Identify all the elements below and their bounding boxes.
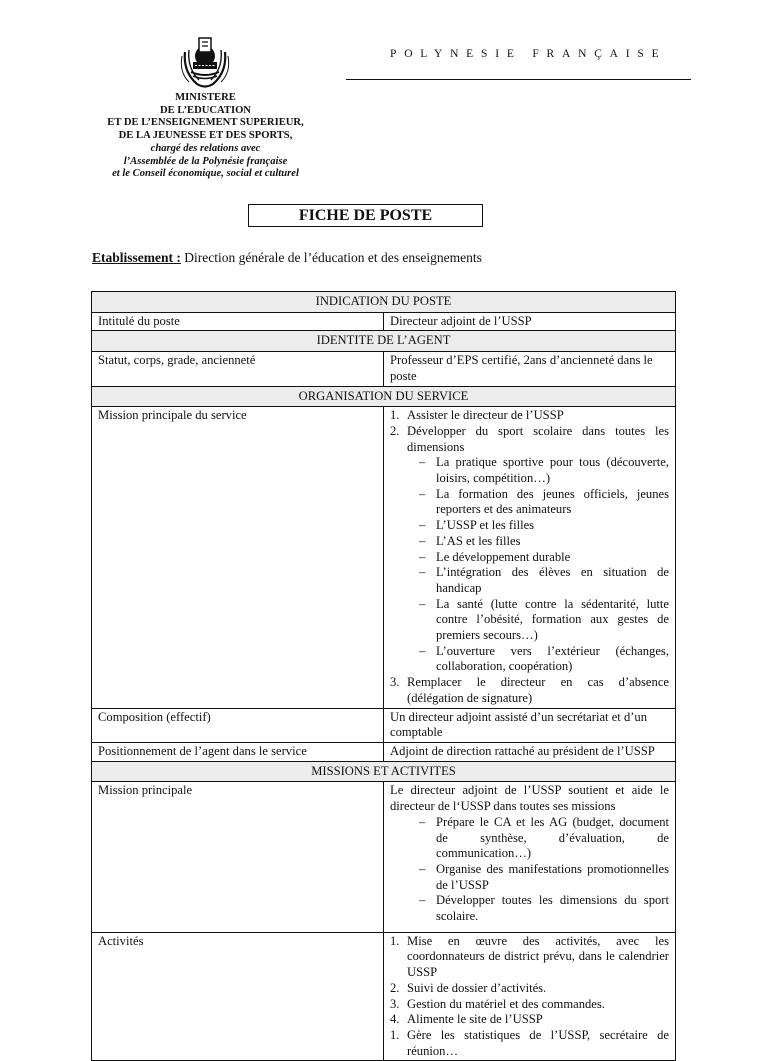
mission-service-list-end	[390, 675, 669, 706]
table-row	[92, 708, 676, 742]
positionnement-value: Adjoint de direction rattaché au président de l’USSP	[384, 742, 676, 761]
ministry-heading	[84, 92, 327, 181]
activites-value	[384, 932, 676, 1061]
dash-bullet: –	[419, 549, 426, 564]
item-text: Suivi de dossier d’activités.	[407, 980, 547, 995]
item-text: La formation des jeunes officiels, jeunes reporters et des animateurs	[436, 486, 669, 517]
item-text: Alimente le site de l’USSP	[407, 1012, 543, 1027]
statut-label: Statut, corps, grade, ancienneté	[92, 352, 384, 386]
positionnement-label: Positionnement de l’agent dans le service	[92, 742, 384, 761]
list-item	[390, 981, 669, 997]
dash-bullet: –	[419, 518, 426, 533]
list-item	[419, 893, 669, 924]
polynesia-coat-of-arms-icon	[177, 32, 233, 90]
item-text: L’USSP et les filles	[436, 518, 535, 533]
list-item	[390, 934, 669, 981]
mission-principale-label: Mission principale	[92, 782, 384, 932]
table-row	[92, 312, 676, 331]
mission-principale-sublist	[390, 815, 669, 925]
item-number: 3.	[390, 996, 400, 1011]
ministry-line: ET DE L’ENSEIGNEMENT SUPERIEUR,	[107, 117, 304, 129]
ministry-line: DE LA JEUNESSE ET DES SPORTS,	[118, 130, 293, 142]
ministry-subline: et le Conseil économique, social et culturel	[112, 168, 299, 180]
list-item	[419, 455, 669, 486]
list-item	[419, 518, 669, 534]
dash-bullet: –	[419, 565, 426, 580]
activites-list	[390, 934, 669, 1060]
dash-bullet: –	[419, 455, 426, 470]
list-item	[419, 815, 669, 862]
section-missions-header: MISSIONS ET ACTIVITES	[92, 761, 676, 782]
item-text: Organise des manifestations promotionnelles de l’USSP	[436, 861, 669, 892]
composition-value: Un directeur adjoint assisté d’un secrétariat et d’un comptable	[384, 708, 676, 742]
list-item	[390, 1028, 669, 1059]
item-number: 3.	[390, 675, 400, 690]
list-item	[419, 487, 669, 518]
item-text: L’ouverture vers l’extérieur (échanges, collaboration, coopération)	[436, 643, 669, 674]
item-text: Gère les statistiques de l’USSP, secrétaire de réunion…	[407, 1027, 669, 1058]
section-header-row	[92, 386, 676, 407]
item-text: Prépare le CA et les AG (budget, document de synthèse, d’évaluation, de communication…)	[436, 814, 669, 861]
item-text: L’AS et les filles	[436, 533, 521, 548]
dash-bullet: –	[419, 596, 426, 611]
mission-service-value	[384, 407, 676, 708]
section-header-row	[92, 292, 676, 313]
list-item	[390, 408, 669, 424]
mission-principale-value	[384, 782, 676, 932]
item-number: 2.	[390, 423, 400, 438]
section-identite-header: IDENTITE DE L’AGENT	[92, 331, 676, 352]
ministry-subline: chargé des relations avec	[150, 142, 261, 154]
dash-bullet: –	[419, 533, 426, 548]
item-text: Gestion du matériel et des commandes.	[407, 996, 605, 1011]
etablissement-value: Direction générale de l’éducation et des enseignements	[184, 250, 482, 265]
ministry-subline: l’Assemblée de la Polynésie française	[123, 155, 288, 167]
item-text: Le développement durable	[436, 549, 571, 564]
mission-service-list	[390, 408, 669, 455]
item-text: Développer toutes les dimensions du sport scolaire.	[436, 893, 669, 924]
list-item	[419, 644, 669, 675]
item-number: 1.	[390, 1027, 400, 1042]
composition-label: Composition (effectif)	[92, 708, 384, 742]
ministry-line: DE L’EDUCATION	[160, 104, 251, 116]
item-text: Développer du sport scolaire dans toutes les dimensions	[407, 423, 669, 454]
table-row	[92, 932, 676, 1061]
dash-bullet: –	[419, 814, 426, 829]
item-text: Assister le directeur de l’USSP	[407, 408, 564, 423]
section-header-row	[92, 331, 676, 352]
item-text: La pratique sportive pour tous (découverte, loisirs, compétition…)	[436, 455, 669, 486]
list-item	[419, 534, 669, 550]
section-indication-header: INDICATION DU POSTE	[92, 292, 676, 313]
list-item	[390, 675, 669, 706]
item-text: La santé (lutte contre la sédentarité, lutte contre l’obésité, formation aux gestes de premiers secours…)	[436, 596, 669, 643]
mission-service-label: Mission principale du service	[92, 407, 384, 708]
list-item	[390, 997, 669, 1013]
item-number: 1.	[390, 408, 400, 423]
intitule-label: Intitulé du poste	[92, 312, 384, 331]
list-item	[390, 424, 669, 455]
item-text: Remplacer le directeur en cas d’absence (délégation de signature)	[407, 675, 669, 705]
list-item	[390, 1012, 669, 1028]
mission-principale-intro: Le directeur adjoint de l’USSP soutient et aide le directeur de l‘USSP dans toutes ses missions	[390, 783, 669, 814]
statut-value: Professeur d’EPS certifié, 2ans d’ancienneté dans le poste	[384, 352, 676, 386]
section-header-row	[92, 761, 676, 782]
table-row	[92, 352, 676, 386]
dash-bullet: –	[419, 643, 426, 658]
dash-bullet: –	[419, 861, 426, 876]
dash-bullet: –	[419, 893, 426, 908]
etablissement-line	[92, 250, 482, 266]
dash-bullet: –	[419, 486, 426, 501]
table-row	[92, 782, 676, 932]
list-item	[419, 550, 669, 566]
list-item	[419, 597, 669, 644]
item-number: 1.	[390, 933, 400, 948]
activites-label: Activités	[92, 932, 384, 1061]
list-item	[419, 862, 669, 893]
etablissement-label: Etablissement :	[92, 250, 181, 265]
table-row	[92, 742, 676, 761]
item-text: L’intégration des élèves en situation de handicap	[436, 565, 669, 595]
section-organisation-header: ORGANISATION DU SERVICE	[92, 386, 676, 407]
job-description-table	[91, 291, 676, 1061]
document-title: FICHE DE POSTE	[248, 204, 483, 227]
item-number: 4.	[390, 1012, 400, 1027]
table-row	[92, 407, 676, 708]
ministry-line: MINISTERE	[175, 92, 236, 103]
header-rule	[346, 79, 691, 80]
list-item	[419, 565, 669, 596]
intitule-value: Directeur adjoint de l’USSP	[384, 312, 676, 331]
country-heading: POLYNESIE FRANÇAISE	[390, 48, 667, 60]
item-text: Mise en œuvre des activités, avec les coordonnateurs de district prévu, dans le calendrier USSP	[407, 933, 669, 980]
item-number: 2.	[390, 980, 400, 995]
mission-service-sublist	[390, 455, 669, 675]
